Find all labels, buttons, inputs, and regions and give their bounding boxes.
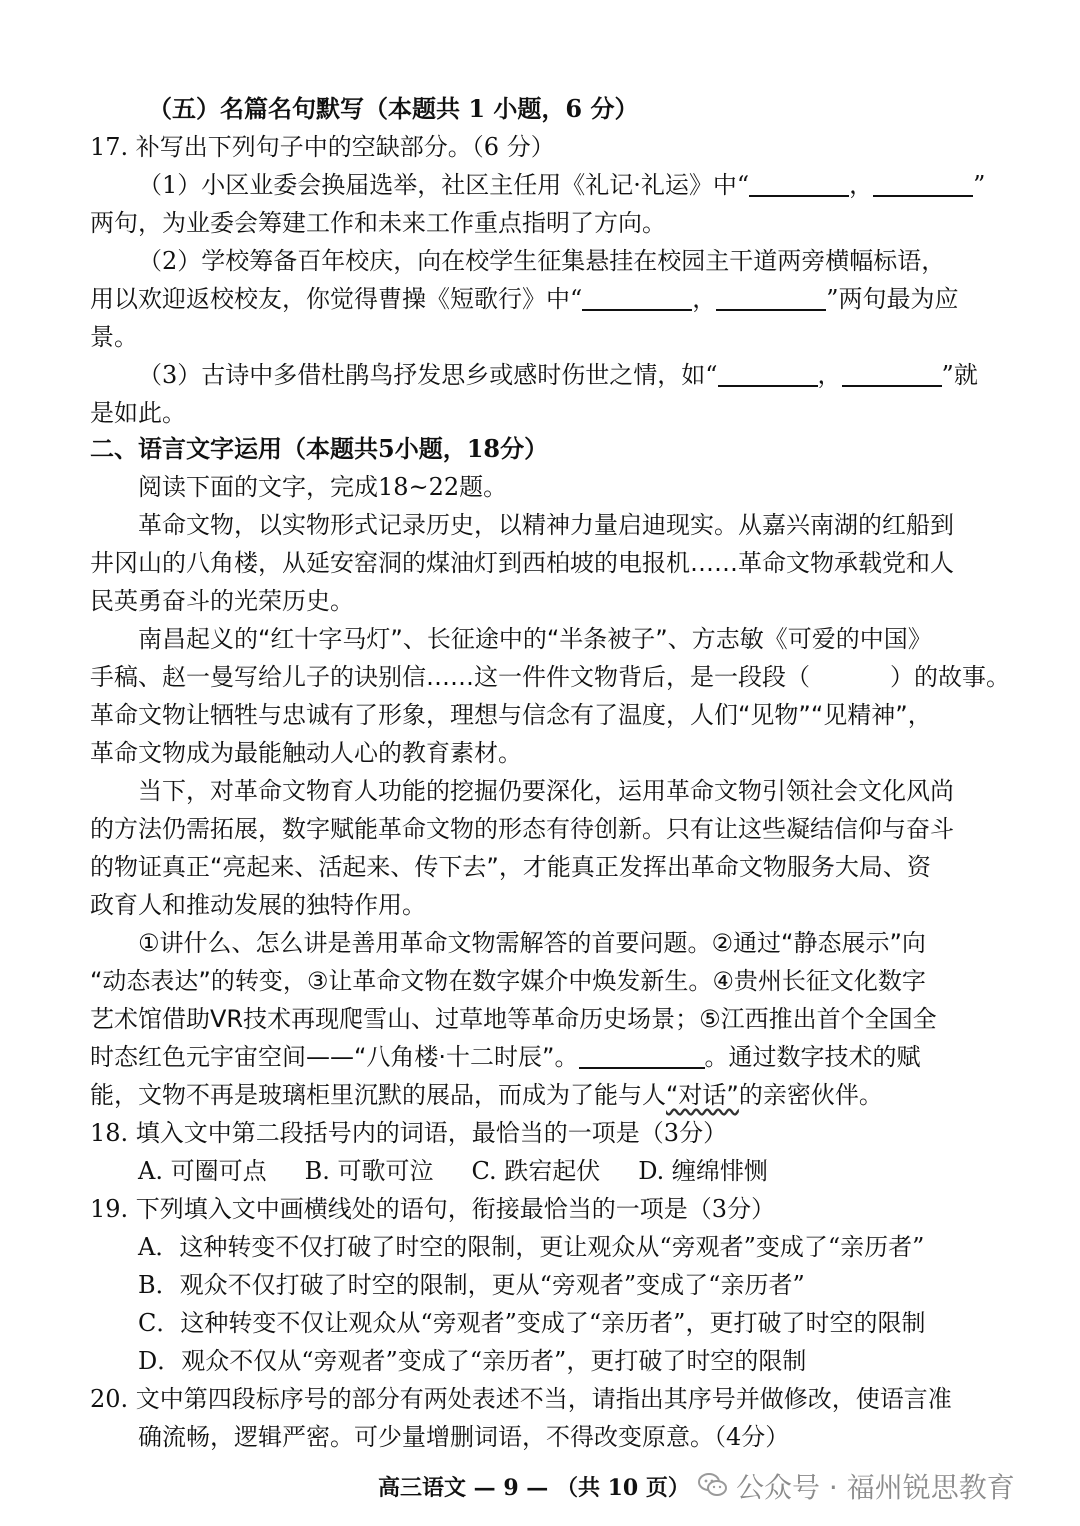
passage-p4-line5: 能，文物不再是玻璃柜里沉默的展品，而成为了能与人“对话”的亲密伙伴。 <box>90 1081 883 1109</box>
passage-p3-line3: 的物证真正“亮起来、活起来、传下去”，才能真正发挥出革命文物服务大局、资 <box>90 853 931 881</box>
passage-p4-line2: “动态表达”的转变，③让革命文物在数字媒介中焕发新生。④贵州长征文化数字 <box>90 967 926 995</box>
q18-option-c[interactable]: C. 跌宕起伏 <box>471 1157 601 1185</box>
passage-p2-line2: 手稿、赵一曼写给儿子的诀别信……这一件件文物背后，是一段段（ ）的故事。 <box>90 663 1010 691</box>
answer-blank[interactable] <box>579 1043 705 1069</box>
passage-p1-line2: 井冈山的八角楼，从延安窑洞的煤油灯到西柏坡的电报机……革命文物承载党和人 <box>90 549 954 577</box>
answer-blank[interactable] <box>718 361 818 387</box>
q17-2-line3: 景。 <box>90 323 138 351</box>
q17-3-line2: 是如此。 <box>90 399 186 427</box>
q17-2-line2: 用以欢迎返校校友，你觉得曹操《短歌行》中“ ， ”两句最为应 <box>90 285 959 313</box>
q19-option-d[interactable]: D．观众不仅从“旁观者”变成了“亲历者”，更打破了时空的限制 <box>138 1347 807 1375</box>
answer-blank[interactable] <box>716 285 826 311</box>
passage-p4-line4: 时态红色元宇宙空间——“八角楼·十二时辰”。 。通过数字技术的赋 <box>90 1043 921 1071</box>
passage-p3-line1: 当下，对革命文物育人功能的挖掘仍要深化，运用革命文物引领社会文化风尚 <box>138 777 954 805</box>
wavy-underline-text: “对话” <box>666 1081 739 1109</box>
answer-blank[interactable] <box>842 361 942 387</box>
q18-stem: 18. 填入文中第二段括号内的词语，最恰当的一项是（3分） <box>90 1119 728 1147</box>
q17-1-line2: 两句，为业委会筹建工作和未来工作重点指明了方向。 <box>90 209 666 237</box>
page-number: 高三语文 — 9 — （共 10 页） <box>378 1475 690 1501</box>
section2-title: 二、语言文字运用（本题共5小题，18分） <box>90 434 549 463</box>
watermark: 公众号 · 福州锐思教育 <box>698 1466 1015 1510</box>
q17-stem: 17. 补写出下列句子中的空缺部分。（6 分） <box>90 133 555 161</box>
q20-line2: 确流畅，逻辑严密。可少量增删词语，不得改变原意。（4分） <box>138 1423 790 1451</box>
passage-p1-line1: 革命文物，以实物形式记录历史，以精神力量启迪现实。从嘉兴南湖的红船到 <box>138 511 954 539</box>
q17-3-line1: （3）古诗中多借杜鹃鸟抒发思乡或感时伤世之情，如“ ， ”就 <box>138 361 978 389</box>
section5-title: （五）名篇名句默写（本题共 1 小题，6 分） <box>148 94 639 123</box>
q18-option-a[interactable]: A. 可圈可点 <box>138 1157 267 1185</box>
passage-p2-line3: 革命文物让牺牲与忠诚有了形象，理想与信念有了温度，人们“见物”“见精神”， <box>90 701 932 729</box>
q17-1-line1: （1）小区业委会换届选举，社区主任用《礼记·礼运》中“ ， ” <box>138 171 986 199</box>
passage-p3-line4: 政育人和推动发展的独特作用。 <box>90 891 426 919</box>
q18-option-b[interactable]: B. 可歌可泣 <box>304 1157 434 1185</box>
passage-p3-line2: 的方法仍需拓展，数字赋能革命文物的形态有待创新。只有让这些凝结信仰与奋斗 <box>90 815 954 843</box>
section2-intro: 阅读下面的文字，完成18~22题。 <box>138 473 508 501</box>
wechat-icon <box>698 1467 728 1511</box>
answer-blank[interactable] <box>582 285 692 311</box>
passage-p2-line1: 南昌起义的“红十字马灯”、长征途中的“半条被子”、方志敏《可爱的中国》 <box>138 625 932 653</box>
q19-option-b[interactable]: B．观众不仅打破了时空的限制，更从“旁观者”变成了“亲历者” <box>138 1271 805 1299</box>
q18-option-d[interactable]: D. 缠绵悱恻 <box>638 1157 768 1185</box>
q18-options <box>138 1154 1048 1190</box>
q19-option-a[interactable]: A．这种转变不仅打破了时空的限制，更让观众从“旁观者”变成了“亲历者” <box>138 1233 925 1261</box>
q19-stem: 19. 下列填入文中画横线处的语句，衔接最恰当的一项是（3分） <box>90 1195 776 1223</box>
passage-p2-line4: 革命文物成为最能触动人心的教育素材。 <box>90 739 522 767</box>
passage-p1-line3: 民英勇奋斗的光荣历史。 <box>90 587 354 615</box>
q20-line1: 20. 文中第四段标序号的部分有两处表述不当，请指出其序号并做修改，使语言准 <box>90 1385 952 1413</box>
passage-p4-line3: 艺术馆借助VR技术再现爬雪山、过草地等革命历史场景；⑤江西推出首个全国全 <box>90 1005 937 1033</box>
answer-blank[interactable] <box>873 171 973 197</box>
answer-blank[interactable] <box>749 171 849 197</box>
passage-p4-line1: ①讲什么、怎么讲是善用革命文物需解答的首要问题。②通过“静态展示”向 <box>138 929 926 957</box>
q17-2-line1: （2）学校筹备百年校庆，向在校学生征集悬挂在校园主干道两旁横幅标语， <box>138 247 946 275</box>
q19-option-c[interactable]: C．这种转变不仅让观众从“旁观者”变成了“亲历者”，更打破了时空的限制 <box>138 1309 926 1337</box>
